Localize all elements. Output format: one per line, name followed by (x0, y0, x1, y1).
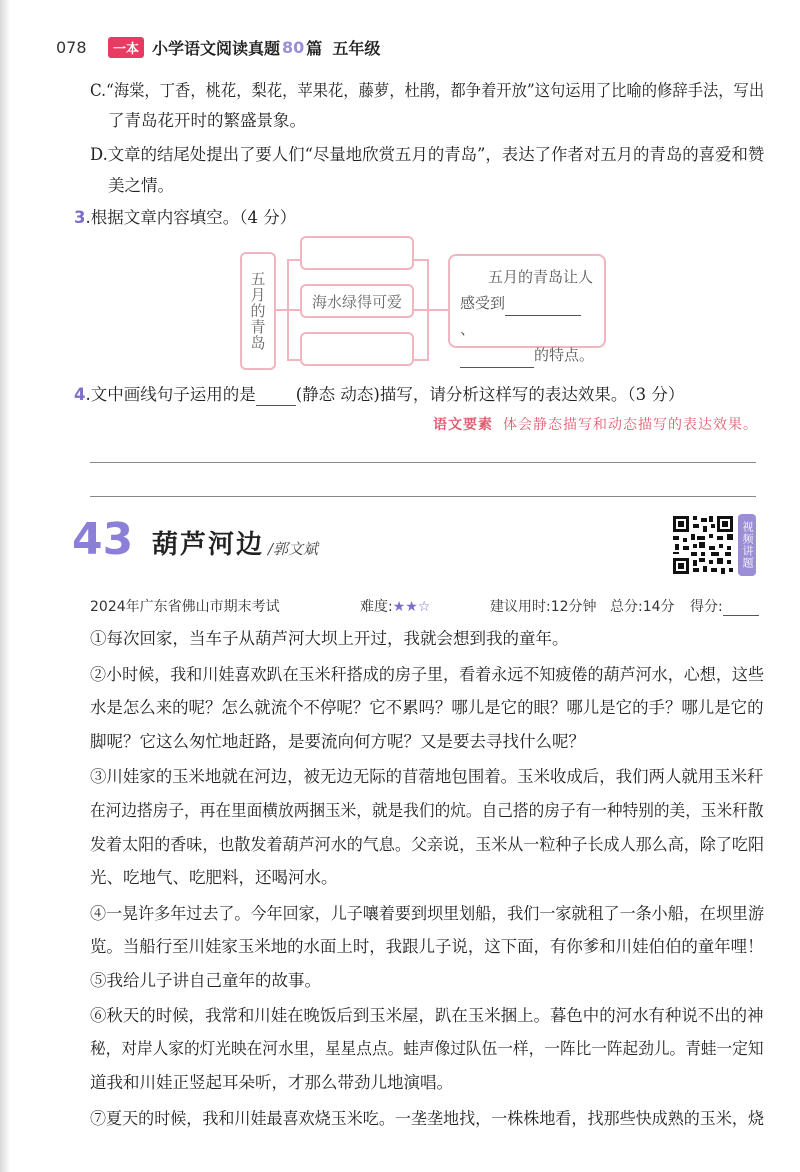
difficulty (360, 596, 430, 616)
suggested-time: 建议用时:12分钟 (490, 599, 597, 615)
diagram-right-line3-suffix: 的特点。 (534, 346, 595, 364)
passage-line: 道我和川娃正竖起耳朵听，才那么带劲儿地演唱。 (90, 1073, 453, 1092)
page-number: 078 (56, 37, 87, 57)
passage-line: ⑥秋天的时候，我常和川娃在晚饭后到玉米屋，趴在玉米捆上。暮色中的河水有种说不出的神 (90, 1006, 764, 1025)
option-c-line1: C.“海棠，丁香，桃花，梨花，苹果花，藤萝，杜鹃，都争着开放”这句运用了比喻的修辞手法，写出 (90, 81, 765, 100)
question-3 (74, 207, 296, 229)
passage-line: 秘，对岸人家的灯光映在河水里，星星点点。蛙声像过队伍一样，一阵比一阵起劲儿。青蛙一定知 (90, 1039, 764, 1058)
lesson-number: 43 (72, 514, 134, 565)
video-explain-badge[interactable]: 视频讲题 (738, 514, 756, 576)
question-4-blank[interactable] (256, 388, 296, 406)
question-4-text-after: (静态 动态)描写，请分析这样写的表达效果。（3 分） (295, 385, 685, 404)
book-count: 80 (282, 37, 305, 57)
passage-line: 在河边搭房子，再在里面横放两捆玉米，就是我们的炕。自己搭的房子有一种特别的美，玉米秆散 (90, 801, 764, 820)
option-d-line1: D.文章的结尾处提出了要人们“尽量地欣赏五月的青岛”，表达了作者对五月的青岛的喜爱和赞 (90, 145, 765, 164)
diagram-blank-1[interactable] (505, 298, 581, 316)
passage-line: 发着太阳的香味，也散发着葫芦河水的气息。父亲说，玉米从一粒种子长成人那么高，除了吃阳 (90, 835, 764, 854)
diagram-right-line2-suffix: 、 (460, 320, 476, 338)
diagram-right-line1: 五月的青岛让人 (488, 268, 594, 286)
element-note (433, 414, 758, 434)
passage-line: ④一晃许多年过去了。今年回家，儿子嚷着要到坝里划船，我们一家就租了一条小船，在坝里游 (90, 904, 764, 923)
question-4 (74, 384, 684, 406)
answer-line-2[interactable] (90, 496, 756, 497)
diagram-blank-2[interactable] (460, 350, 534, 368)
passage-line: ②小时候，我和川娃喜欢趴在玉米秆搭成的房子里，看着永远不知疲倦的葫芦河水，心想，这些 (90, 665, 764, 684)
passage-line: 览。当船行至川娃家玉米地的水面上时，我跟儿子说，这下面，有你爹和川娃伯伯的童年哩！ (90, 937, 764, 956)
passage-line: 光、吃地气、吃肥料，还喝河水。 (90, 868, 338, 887)
element-note-label: 语文要素 (433, 417, 493, 433)
passage-line: ①每次回家，当车子从葫芦河大坝上开过，我就会想到我的童年。 (90, 629, 569, 648)
total-score: 总分:14分 (610, 599, 675, 615)
question-4-number: 4 (74, 385, 86, 404)
passage-line: 水是怎么来的呢？怎么就流个不停呢？它不累吗？哪儿是它的眼？哪儿是它的手？哪儿是它的 (90, 698, 764, 717)
diagram-center-box (240, 252, 276, 370)
diagram-right-line3 (460, 342, 594, 368)
qr-code-icon[interactable] (671, 514, 735, 576)
lesson-author: /郭文斌 (268, 540, 319, 558)
book-unit: 篇 (306, 38, 323, 58)
difficulty-stars: ★★☆ (392, 599, 431, 615)
diagram-right-box (448, 254, 606, 364)
question-4-text-before: .文中画线句子运用的是 (85, 385, 256, 404)
score-blank[interactable] (723, 602, 759, 616)
diagram-middle-box (300, 284, 414, 318)
passage-line: ⑦夏天的时候，我和川娃最喜欢烧玉米吃。一垄垄地找，一株株地看，找那些快成熟的玉米，烧 (90, 1109, 764, 1128)
brand-logo: 一本 (108, 37, 144, 58)
diagram-right-line2-prefix: 感受到 (460, 294, 506, 312)
difficulty-label: 难度: (360, 599, 393, 615)
diagram-right-line2 (460, 290, 594, 342)
page-header (56, 36, 380, 58)
option-d-line2: 美之情。 (108, 176, 174, 195)
diagram-middle-label: 海水绿得可爱 (311, 292, 402, 311)
exam-source: 2024年广东省佛山市期末考试 (90, 599, 280, 615)
element-note-text: 体会静态描写和动态描写的表达效果。 (503, 417, 758, 433)
question-3-text: .根据文章内容填空。（4 分） (85, 208, 297, 227)
page-spine-shadow (0, 0, 10, 1172)
grade-label: 五年级 (332, 38, 381, 58)
book-title: 小学语文阅读真题 (152, 38, 281, 58)
passage-line: 脚呢？它这么匆忙地赶路，是要流向何方呢？又是要去寻找什么呢？ (90, 732, 585, 751)
diagram-blank-box-top[interactable] (300, 236, 414, 270)
diagram-center-label: 五月的青岛 (248, 271, 267, 351)
passage-line: ③川娃家的玉米地就在河边，被无边无际的苜蓿地包围着。玉米收成后，我们两人就用玉米秆 (90, 767, 764, 786)
passage-line: ⑤我给儿子讲自己童年的故事。 (90, 971, 321, 990)
score-label: 得分: (690, 599, 723, 615)
option-c-line2: 了青岛花开时的繁盛景象。 (108, 111, 306, 130)
score-field (690, 596, 759, 616)
lesson-title: 葫芦河边 (152, 530, 265, 560)
diagram-blank-box-bottom[interactable] (300, 332, 414, 366)
answer-line-1[interactable] (90, 462, 756, 463)
question-3-number: 3 (74, 208, 86, 227)
